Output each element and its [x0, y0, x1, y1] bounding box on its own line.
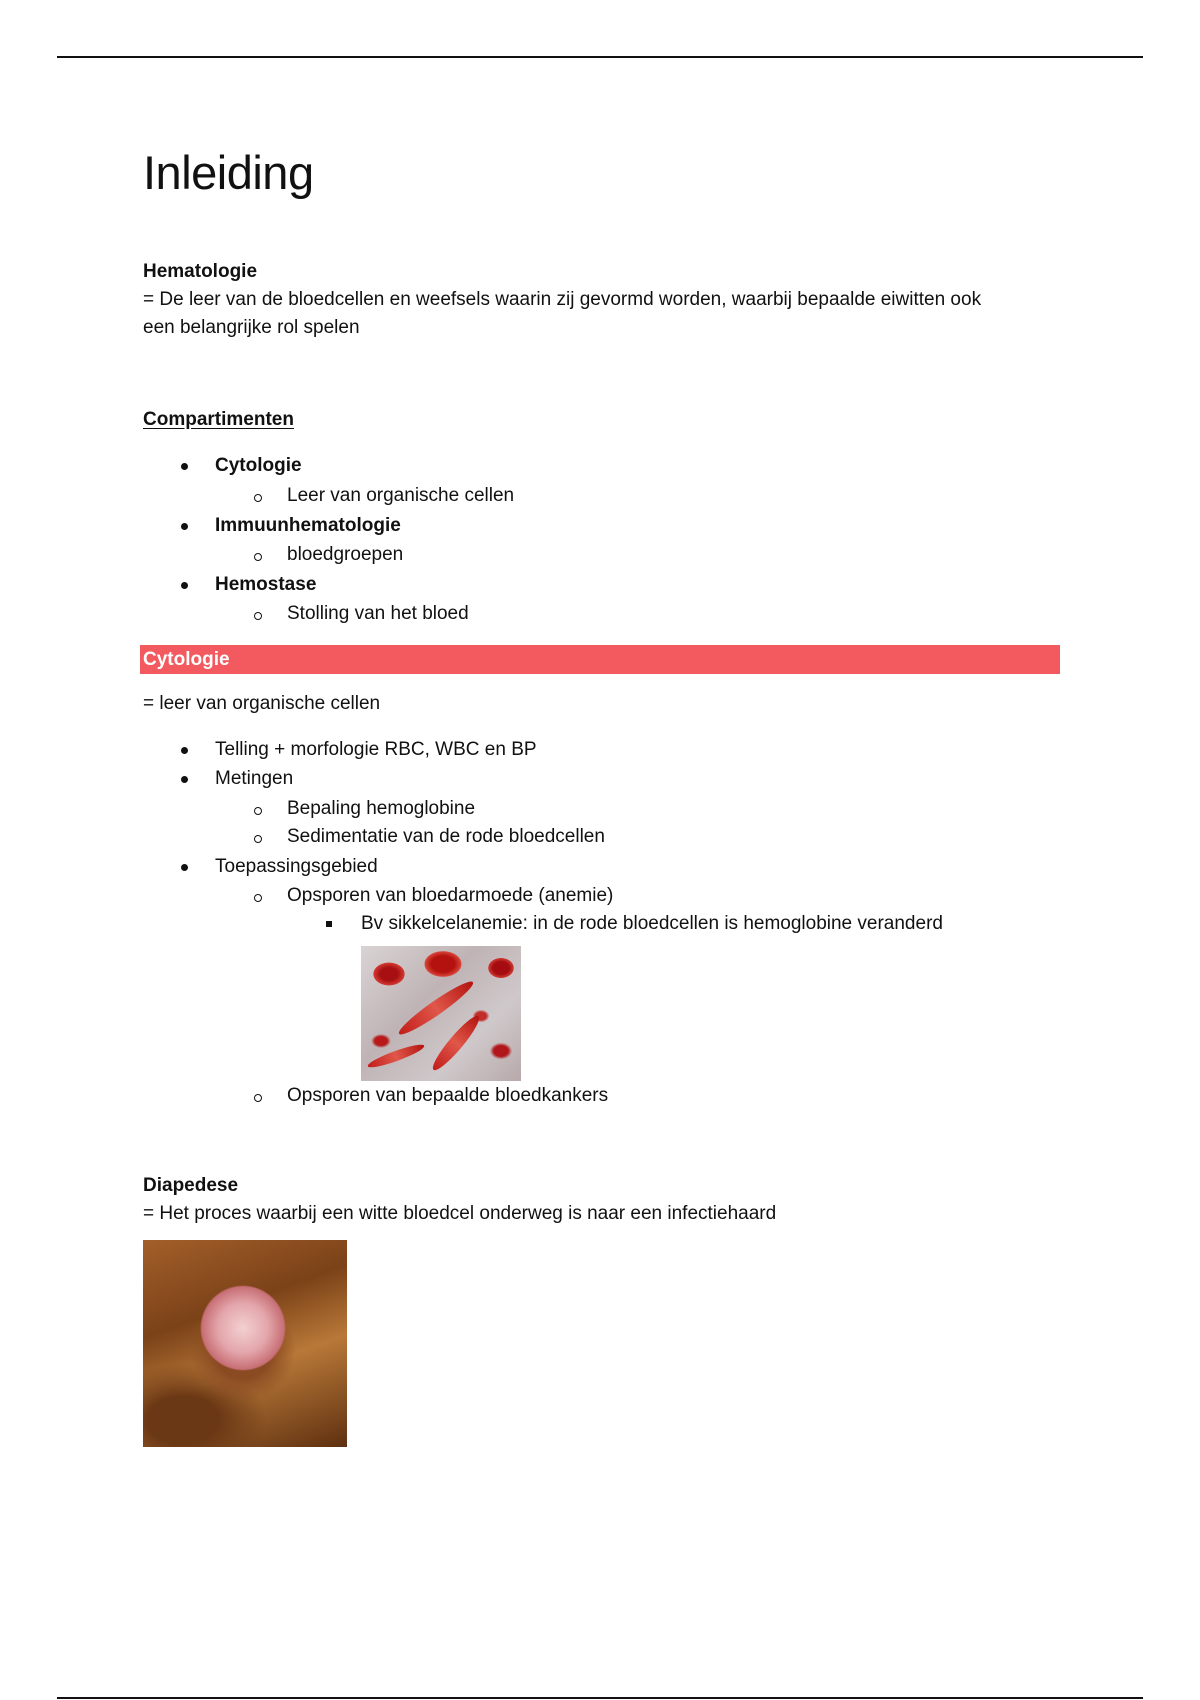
square-bullet-icon [326, 921, 332, 927]
toepassing-detail-sikkelcelanemie: Bv sikkelcelanemie: in de rode bloedcellen is hemoglobine veranderd [361, 913, 943, 934]
circle-bullet-icon [254, 553, 262, 561]
page-title: Inleiding [143, 146, 314, 199]
circle-bullet-icon [254, 612, 262, 620]
cytologie-item-telling: Telling + morfologie RBC, WBC en BP [215, 739, 537, 760]
compartiment-sub-cytologie: Leer van organische cellen [287, 485, 515, 506]
diapedese-definition: = Het proces waarbij een witte bloedcel onderweg is naar een infectiehaard [143, 1203, 777, 1224]
sickle-cell-photo [361, 946, 521, 1081]
compartimenten-heading: Compartimenten [143, 409, 294, 430]
circle-bullet-icon [254, 807, 262, 815]
cytologie-item-metingen: Metingen [215, 768, 294, 789]
toepassing-sub-anemie: Opsporen van bloedarmoede (anemie) [287, 885, 614, 906]
bullet-icon [181, 582, 188, 589]
compartiment-item-hemostase: Hemostase [215, 574, 317, 595]
hematologie-heading: Hematologie [143, 261, 258, 282]
footer-rule [57, 1697, 1143, 1699]
circle-bullet-icon [254, 1094, 262, 1102]
bullet-icon [181, 463, 188, 470]
diapedese-heading: Diapedese [143, 1175, 239, 1196]
metingen-sub-sedimentatie: Sedimentatie van de rode bloedcellen [287, 826, 605, 847]
cytologie-section-band [140, 645, 1060, 674]
circle-bullet-icon [254, 894, 262, 902]
header-rule [57, 56, 1143, 58]
bullet-icon [181, 864, 188, 871]
hematologie-definition-line2: een belangrijke rol spelen [143, 317, 360, 338]
hematologie-definition-line1: = De leer van de bloedcellen en weefsels waarin zij gevormd worden, waarbij bepaalde eiwitten ook [143, 289, 982, 310]
circle-bullet-icon [254, 494, 262, 502]
compartiment-sub-immuunhematologie: bloedgroepen [287, 544, 404, 565]
compartiment-item-immuunhematologie: Immuunhematologie [215, 515, 401, 536]
cytologie-definition: = leer van organische cellen [143, 693, 381, 714]
bullet-icon [181, 747, 188, 754]
compartiment-item-cytologie: Cytologie [215, 455, 302, 476]
cytologie-item-toepassingsgebied: Toepassingsgebied [215, 856, 378, 877]
compartiment-sub-hemostase: Stolling van het bloed [287, 603, 469, 624]
cytologie-section-heading: Cytologie [143, 649, 230, 670]
metingen-sub-hemoglobine: Bepaling hemoglobine [287, 798, 476, 819]
white-blood-cell-photo [143, 1240, 347, 1447]
bullet-icon [181, 523, 188, 530]
circle-bullet-icon [254, 835, 262, 843]
toepassing-sub-bloedkankers: Opsporen van bepaalde bloedkankers [287, 1085, 609, 1106]
bullet-icon [181, 776, 188, 783]
